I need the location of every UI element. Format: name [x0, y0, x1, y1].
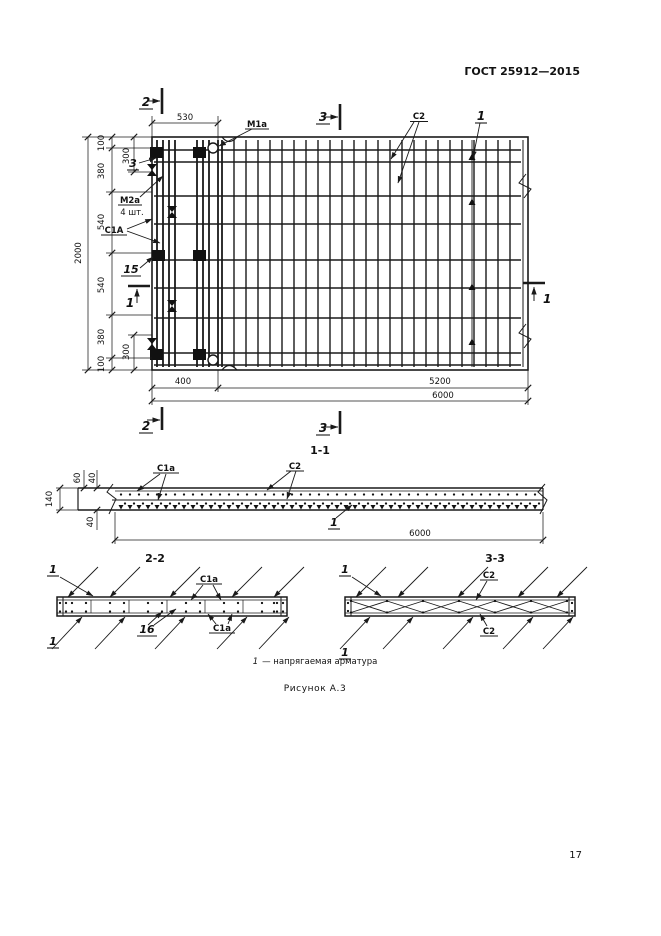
dim-380-bottom: 380 — [97, 328, 107, 346]
dim-2000: 2000 — [74, 242, 84, 264]
label-pos16: 16 — [139, 623, 155, 636]
dim-5200: 5200 — [429, 377, 451, 387]
label-c1a-plan: С1А — [104, 226, 124, 236]
dim-40-bottom: 40 — [86, 516, 96, 528]
plan-view-texts — [74, 95, 551, 435]
label-c2-s33-top: С2 — [482, 571, 496, 581]
label-c1a-s22-bottom: С1а — [213, 624, 231, 634]
footnote — [253, 657, 378, 667]
dim-540-bottom: 540 — [97, 276, 107, 294]
section-1-1-title: 1-1 — [310, 444, 330, 457]
label-m1a: М1а — [246, 120, 268, 130]
plan-view-geometry — [82, 88, 545, 434]
dim-300-top: 300 — [122, 147, 132, 165]
dim-60: 60 — [73, 472, 83, 484]
figure-caption: Рисунок А.3 — [283, 684, 347, 694]
section-3-3-title: 3-3 — [485, 552, 505, 565]
label-pos15: 15 — [123, 263, 139, 276]
label-c2-plan: С2 — [412, 112, 426, 122]
section-mark-1-right: 1 — [543, 292, 552, 306]
label-pos1-s33-bottom: 1 — [341, 646, 349, 659]
label-m2a: М2а — [119, 196, 141, 206]
section-3-3-geometry — [340, 567, 587, 649]
section-mark-2-top: 2 — [141, 95, 151, 109]
section-mark-1-left: 1 — [125, 296, 135, 310]
dim-100-top: 100 — [97, 134, 107, 152]
page-number: 17 — [569, 850, 582, 861]
dim-100-bottom: 100 — [97, 355, 107, 373]
label-c1a-s22-top: С1а — [200, 575, 218, 585]
dim-40-top: 40 — [88, 472, 98, 484]
section-1-1-texts — [45, 444, 431, 539]
label-pos1-plan: 1 — [476, 109, 486, 123]
section-1-1-geometry — [56, 470, 547, 544]
footnote-text: — напрягаемая арматура — [262, 657, 378, 667]
dim-530: 530 — [176, 113, 194, 123]
label-c2-s11: С2 — [288, 462, 302, 472]
section-mark-2-bottom: 2 — [141, 419, 151, 433]
dim-400: 400 — [174, 377, 192, 387]
dim-540-top: 540 — [97, 213, 107, 231]
document-standard-title: ГОСТ 25912—2015 — [464, 65, 580, 78]
label-pos1-s33-top: 1 — [341, 563, 349, 576]
footnote-pos-number: 1 — [252, 657, 259, 667]
label-pos3: 3 — [129, 157, 137, 170]
label-c1a-s11: С1а — [157, 464, 175, 474]
label-c2-s33-bottom: С2 — [482, 627, 496, 637]
label-pos1-s22-top: 1 — [49, 563, 57, 576]
label-pos1-s22-bottom: 1 — [49, 635, 57, 648]
section-mark-3-top: 3 — [318, 110, 328, 124]
dim-140: 140 — [45, 490, 55, 508]
section-mark-3-bottom: 3 — [318, 421, 328, 435]
section-2-2-title: 2-2 — [145, 552, 165, 565]
section-2-2-geometry — [52, 567, 304, 649]
dim-380-top: 380 — [97, 162, 107, 180]
dim-6000-s11: 6000 — [409, 529, 431, 539]
label-pos1-s11: 1 — [330, 516, 338, 529]
dim-6000-plan: 6000 — [432, 391, 454, 401]
label-m2a-qty: 4 шт. — [120, 208, 144, 218]
dim-300-bottom: 300 — [122, 343, 132, 361]
